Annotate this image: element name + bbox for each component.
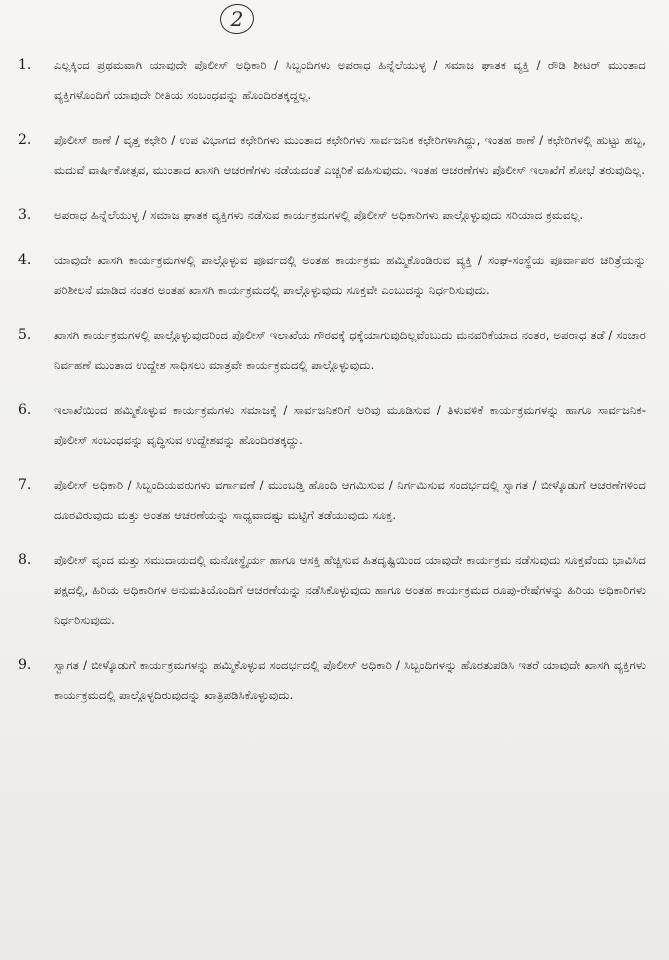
item-text: ಅಪರಾಧ ಹಿನ್ನೆಲೆಯುಳ್ಳ / ಸಮಾಜ ಘಾತಕ ವ್ಯಕ್ತಿಗಳು ನಡೆಸುವ ಕಾರ್ಯಕ್ರಮಗಳಲ್ಲಿ ಪೊಲೀಸ್ ಅಧಿಕಾರಿಗಳು ಪಾಲ್ಗೊಳ್ಳುವುದು ಸರಿಯಾದ ಕ್ರಮವಲ್ಲ. — [54, 208, 584, 222]
item-text: ಪೊಲೀಸ್ ವೃಂದ ಮತ್ತು ಸಮುದಾಯದಲ್ಲಿ ಮನೋಸ್ಥೈರ್ಯ ಹಾಗೂ ಆಸಕ್ತಿ ಹೆಚ್ಚಿಸುವ ಹಿತದೃಷ್ಟಿಯಿಂದ ಯಾವುದೇ ಕಾರ್ಯಕ್ರಮ ನಡೆಸುವುದು ಸೂಕ್ತವೆಂದು ಭಾವಿಸಿದ ಪಕ್ಷದಲ್ಲಿ, ಹಿರಿಯ ಅಧಿಕಾರಿಗಳ ಅನುಮತಿಯೊಂದಿಗೆ ಆಚರಣೆಯನ್ನು ನಡೆಸಿಕೊಳ್ಳುವುದು ಹಾಗೂ ಅಂತಹ ಕಾರ್ಯಕ್ರಮದ ರೂಪು-ರೇಷೆಗಳನ್ನು ಹಿರಿಯ ಅಧಿಕಾರಿಗಳು ನಿರ್ಧರಿಸುವುದು. — [54, 553, 646, 627]
item-number: 6. — [18, 402, 32, 418]
item-number: 4. — [18, 252, 32, 268]
page-number — [220, 4, 254, 34]
item-text: ಪೊಲೀಸ್ ಅಧಿಕಾರಿ / ಸಿಬ್ಬಂದಿಯವರುಗಳು ವರ್ಗಾವಣೆ / ಮುಂಬಡ್ತಿ ಹೊಂದಿ ಆಗಮಿಸುವ / ನಿರ್ಗಮಿಸುವ ಸಂದರ್ಭದಲ್ಲಿ ಸ್ವಾಗತ / ಬೀಳ್ಕೊಡುಗೆ ಆಚರಣೆಗಳಿಂದ ದೂರವಿರುವುದು ಮತ್ತು ಅಂತಹ ಆಚರಣೆಯನ್ನು ಸಾಧ್ಯವಾದಷ್ಟು ಮಟ್ಟಿಗೆ ತಡೆಯುವುದು ಸೂಕ್ತ. — [54, 478, 646, 522]
list-item — [18, 125, 646, 185]
item-text: ಪೊಲೀಸ್ ಠಾಣೆ / ವೃತ್ತ ಕಛೇರಿ / ಉಪ ವಿಭಾಗದ ಕಛೇರಿಗಳು ಮುಂತಾದ ಕಛೇರಿಗಳು ಸಾರ್ವಜನಿಕ ಕಛೇರಿಗಳಾಗಿದ್ದು, ಇಂತಹ ಠಾಣೆ / ಕಛೇರಿಗಳಲ್ಲಿ ಹುಟ್ಟು ಹಬ್ಬ, ಮದುವೆ ವಾರ್ಷಿಕೋತ್ಸವ, ಮುಂತಾದ ಖಾಸಗಿ ಆಚರಣೆಗಳು ನಡೆಯದಂತೆ ಎಚ್ಚರಿಕೆ ವಹಿಸುವುದು. ಇಂತಹ ಆಚರಣೆಗಳು ಪೊಲೀಸ್ ಇಲಾಖೆಗೆ ಶೋಭೆ ತರುವುದಿಲ್ಲ. — [54, 133, 646, 177]
item-number: 8. — [18, 552, 32, 568]
page-number-circle — [218, 2, 256, 36]
list-item — [18, 245, 646, 305]
item-text: ಯಾವುದೇ ಖಾಸಗಿ ಕಾರ್ಯಕ್ರಮಗಳಲ್ಲಿ ಪಾಲ್ಗೊಳ್ಳುವ ಪೂರ್ವದಲ್ಲಿ ಅಂತಹ ಕಾರ್ಯಕ್ರಮ ಹಮ್ಮಿಕೊಂಡಿರುವ ವ್ಯಕ್ತಿ / ಸಂಘ-ಸಂಸ್ಥೆಯ ಪೂರ್ವಾಪರ ಚರಿತ್ರೆಯನ್ನು ಪರಿಶೀಲನೆ ಮಾಡಿದ ನಂತರ ಅಂತಹ ಖಾಸಗಿ ಕಾರ್ಯಕ್ರಮದಲ್ಲಿ ಪಾಲ್ಗೊಳ್ಳುವುದು ಸೂಕ್ತವೇ ಎಂಬುದನ್ನು ನಿರ್ಧರಿಸುವುದು. — [54, 253, 646, 297]
item-number: 1. — [18, 57, 32, 73]
page-number-text: 2 — [230, 7, 244, 31]
list-item — [18, 395, 646, 455]
numbered-list — [18, 50, 646, 710]
list-item — [18, 50, 646, 110]
item-number: 3. — [18, 207, 32, 223]
item-number: 7. — [18, 477, 32, 493]
item-text: ಸ್ವಾಗತ / ಬೀಳ್ಕೊಡುಗೆ ಕಾರ್ಯಕ್ರಮಗಳನ್ನು ಹಮ್ಮಿಕೊಳ್ಳುವ ಸಂದರ್ಭದಲ್ಲಿ ಪೊಲೀಸ್ ಅಧಿಕಾರಿ / ಸಿಬ್ಬಂದಿಗಳನ್ನು ಹೊರತುಪಡಿಸಿ ಇತರೆ ಯಾವುದೇ ಖಾಸಗಿ ವ್ಯಕ್ತಿಗಳು ಕಾರ್ಯಕ್ರಮದಲ್ಲಿ ಪಾಲ್ಗೊಳ್ಳದಿರುವುದನ್ನು ಖಾತ್ರಿಪಡಿಸಿಕೊಳ್ಳುವುದು. — [54, 658, 646, 702]
list-item — [18, 545, 646, 635]
list-item — [18, 200, 646, 230]
item-text: ಖಾಸಗಿ ಕಾರ್ಯಕ್ರಮಗಳಲ್ಲಿ ಪಾಲ್ಗೊಳ್ಳುವುದರಿಂದ ಪೊಲೀಸ್ ಇಲಾಖೆಯ ಗೌರವಕ್ಕೆ ಧಕ್ಕೆಯಾಗುವುದಿಲ್ಲವೆಂಬುದು ಮನವರಿಕೆಯಾದ ನಂತರ, ಅಪರಾಧ ತಡೆ / ಸಂಚಾರ ನಿರ್ವಹಣೆ ಮುಂತಾದ ಉದ್ದೇಶ ಸಾಧಿಸಲು ಮಾತ್ರವೇ ಕಾರ್ಯಕ್ರಮದಲ್ಲಿ ಪಾಲ್ಗೊಳ್ಳುವುದು. — [54, 328, 646, 372]
item-number: 5. — [18, 327, 32, 343]
item-number: 9. — [18, 657, 32, 673]
list-item — [18, 650, 646, 710]
list-item — [18, 470, 646, 530]
item-text: ಇಲಾಖೆಯಿಂದ ಹಮ್ಮಿಕೊಳ್ಳುವ ಕಾರ್ಯಕ್ರಮಗಳು ಸಮಾಜಕ್ಕೆ / ಸಾರ್ವಜನಿಕರಿಗೆ ಅರಿವು ಮೂಡಿಸುವ / ತಿಳುವಳಿಕೆ ಕಾರ್ಯಕ್ರಮಗಳನ್ನು ಹಾಗೂ ಸಾರ್ವಜನಿಕ-ಪೊಲೀಸ್ ಸಂಬಂಧವನ್ನು ವೃದ್ಧಿಸುವ ಉದ್ದೇಶವನ್ನು ಹೊಂದಿರತಕ್ಕದ್ದು. — [54, 403, 646, 447]
list-item — [18, 320, 646, 380]
item-number: 2. — [18, 132, 32, 148]
item-text: ಎಲ್ಲಕ್ಕಿಂದ ಪ್ರಥಮವಾಗಿ ಯಾವುದೇ ಪೊಲೀಸ್ ಅಧಿಕಾರಿ / ಸಿಬ್ಬಂದಿಗಳು ಅಪರಾಧ ಹಿನ್ನೆಲೆಯುಳ್ಳ / ಸಮಾಜ ಘಾತಕ ವ್ಯಕ್ತಿ / ರೌಡಿ ಶೀಟರ್ ಮುಂತಾದ ವ್ಯಕ್ತಿಗಳೊಂದಿಗೆ ಯಾವುದೇ ರೀತಿಯ ಸಂಬಂಧವನ್ನು ಹೊಂದಿರತಕ್ಕದ್ದಲ್ಲ. — [54, 58, 646, 102]
